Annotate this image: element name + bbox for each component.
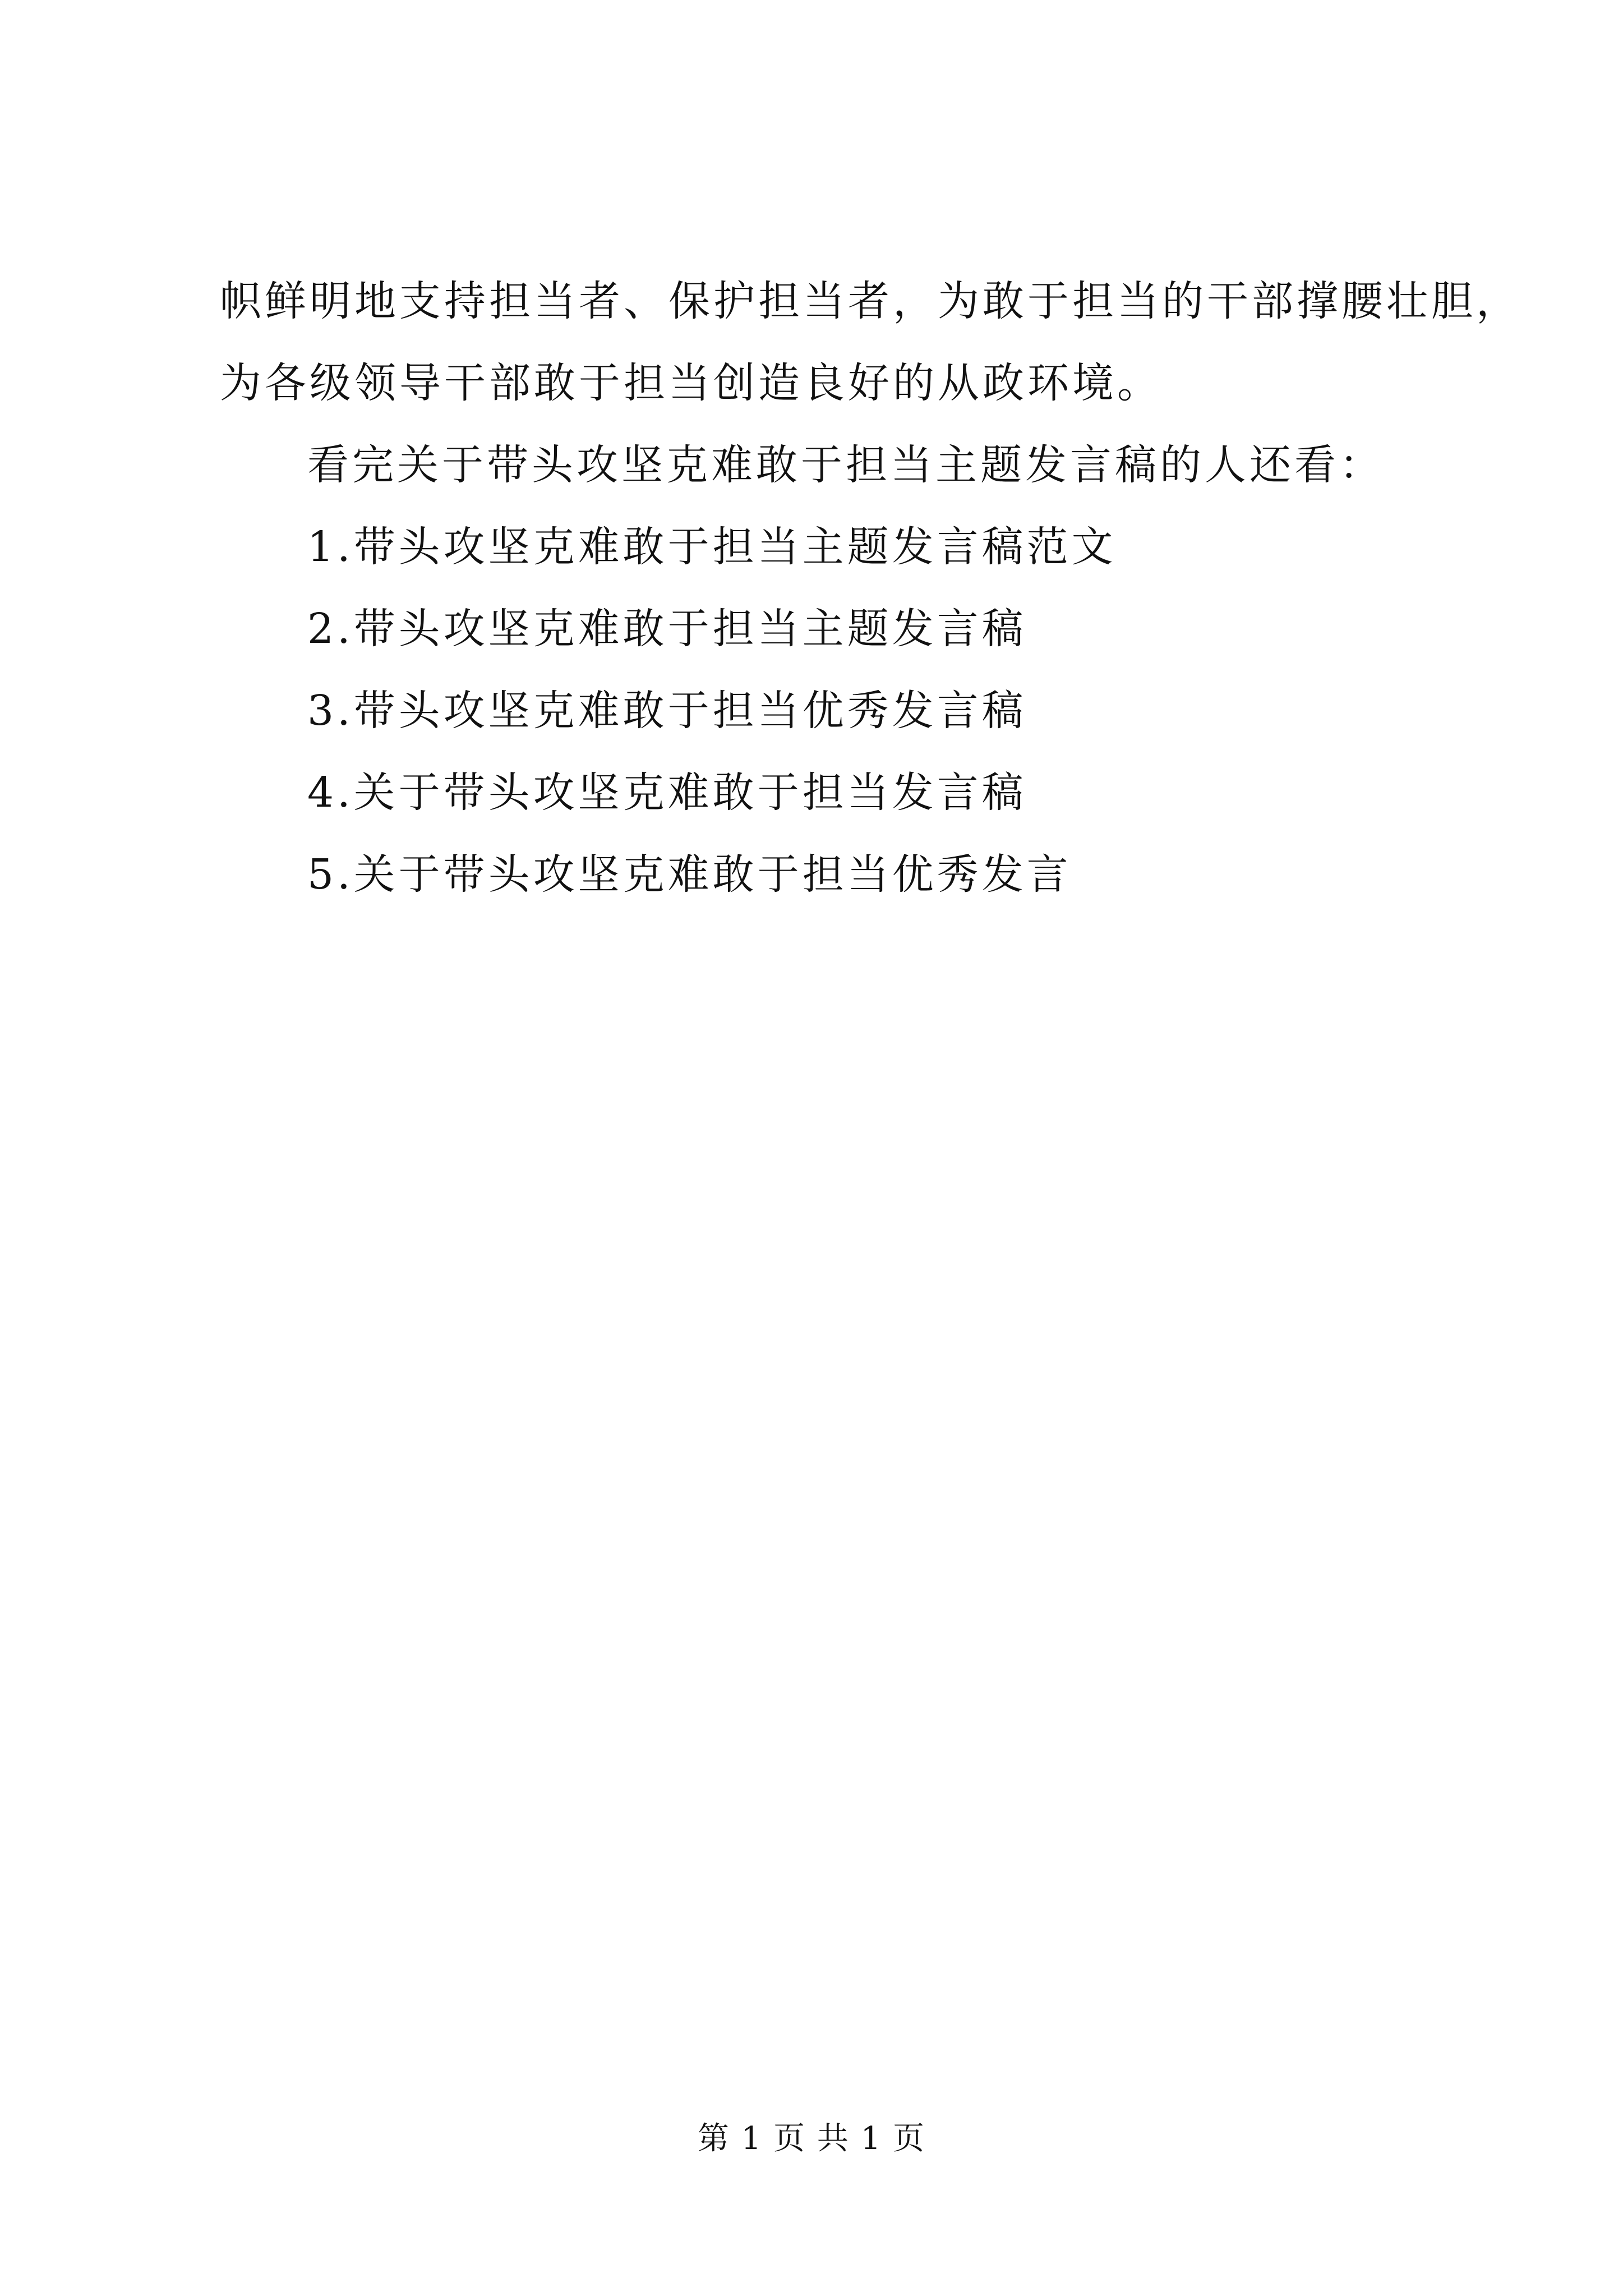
related-link-5[interactable]: 5.关于带头攻坚克难敢于担当优秀发言 [307,850,1072,899]
related-intro: 看完关于带头攻坚克难敢于担当主题发言稿的人还看： [307,441,1384,489]
related-link-2[interactable]: 2.带头攻坚克难敢于担当主题发言稿 [307,605,1027,653]
document-body [220,260,1521,915]
related-link-1[interactable]: 1.带头攻坚克难敢于担当主题发言稿范文 [307,523,1117,571]
page-number-footer: 第 1 页 共 1 页 [697,2120,926,2157]
paragraph-line: 帜鲜明地支持担当者、保护担当者，为敢于担当的干部撑腰壮胆， [220,277,1521,325]
paragraph-line: 为各级领导干部敢于担当创造良好的从政环境。 [220,359,1162,407]
related-link-4[interactable]: 4.关于带头攻坚克难敢于担当发言稿 [307,769,1027,817]
related-link-3[interactable]: 3.带头攻坚克难敢于担当优秀发言稿 [307,687,1027,735]
